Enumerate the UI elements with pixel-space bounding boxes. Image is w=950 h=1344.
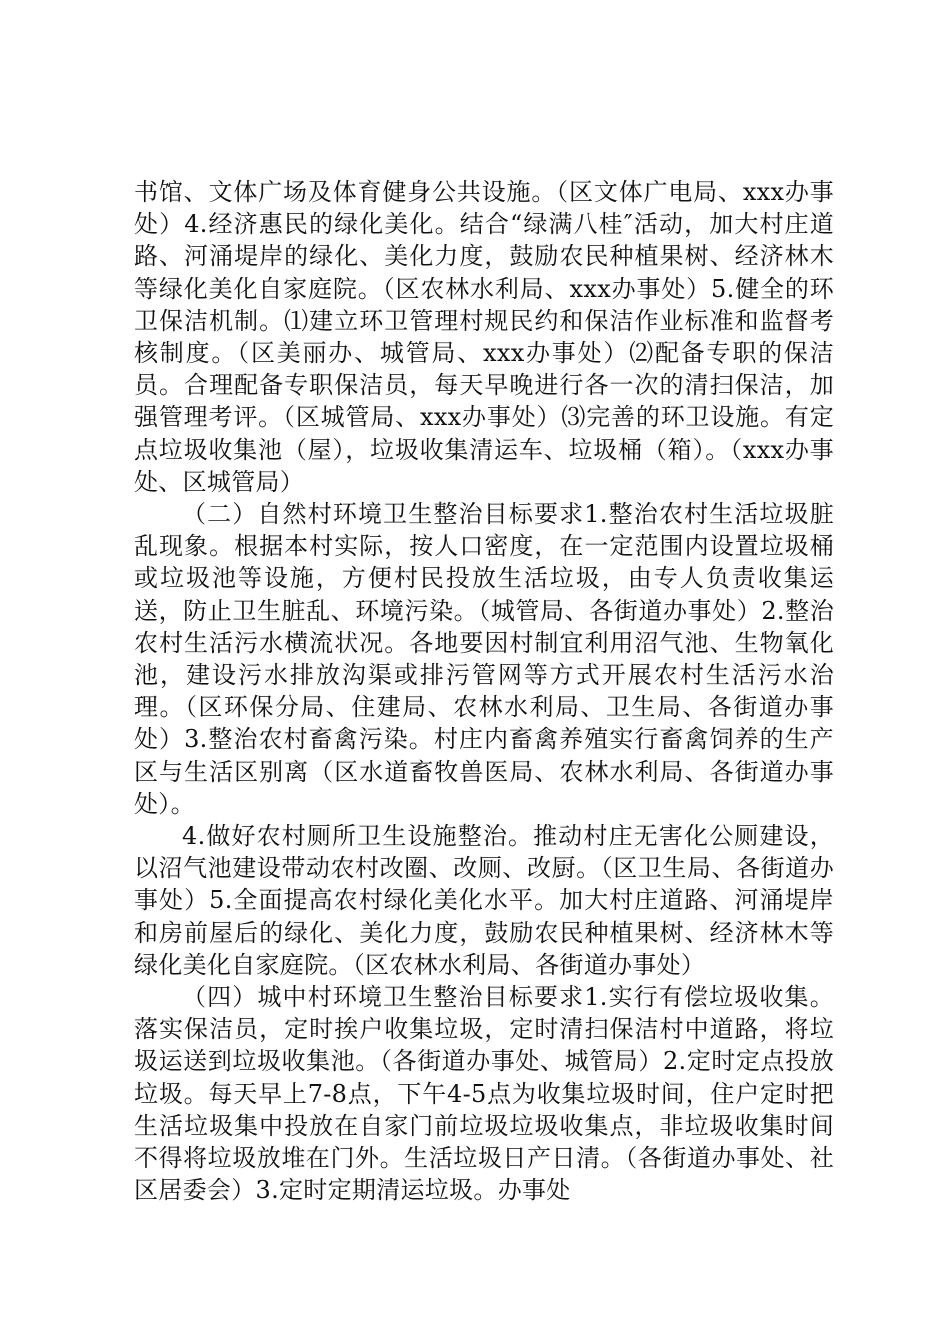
- paragraph-4: （四）城中村环境卫生整治目标要求1.实行有偿垃圾收集。落实保洁员，定时挨户收集垃圾，定时清扫保洁村中道路，将垃圾运送到垃圾收集池。（各街道办事处、城管局）2.定时定点投放垃圾。每天早上7-8点，下午4-5点为收集垃圾时间，住户定时把生活垃圾集中投放在自家门前垃圾垃圾收集点，非垃圾收集时间不得将垃圾放堆在门外。生活垃圾日产日清。（各街道办事处、社区居委会）3.定时定期清运垃圾。办事处: [134, 983, 834, 1205]
- paragraph-1: 书馆、文体广场及体育健身公共设施。（区文体广电局、xxx办事处）4.经济惠民的绿化美化。结合“绿满八桂″活动，加大村庄道路、河涌堤岸的绿化、美化力度，鼓励农民种植果树、经济林木等绿化美化自家庭院。（区农林水利局、xxx办事处）5.健全的环卫保洁机制。⑴建立环卫管理村规民约和保洁作业标准和监督考核制度。（区美丽办、城管局、xxx办事处）⑵配备专职的保洁员。合理配备专职保洁员，每天早晚进行各一次的清扫保洁，加强管理考评。（区城管局、xxx办事处）⑶完善的环卫设施。有定点垃圾收集池（屋），垃圾收集清运车、垃圾桶（箱）。（xxx办事处、区城管局）: [134, 178, 834, 496]
- paragraph-2: （二）自然村环境卫生整治目标要求1.整治农村生活垃圾脏乱现象。根据本村实际，按人口密度，在一定范围内设置垃圾桶或垃圾池等设施，方便村民投放生活垃圾，由专人负责收集运送，防止卫生脏乱、环境污染。（城管局、各街道办事处）2.整治农村生活污水横流状况。各地要因村制宜利用沼气池、生物氧化池，建设污水排放沟渠或排污管网等方式开展农村生活污水治理。（区环保分局、住建局、农林水利局、卫生局、各街道办事处）3.整治农村畜禽污染。村庄内畜禽养殖实行畜禽饲养的生产区与生活区别离（区水道畜牧兽医局、农林水利局、各街道办事处）。: [134, 500, 834, 818]
- document-body: [134, 176, 834, 1207]
- paragraph-3: 4.做好农村厕所卫生设施整治。推动村庄无害化公厕建设，以沼气池建设带动农村改圈、改厕、改厨。（区卫生局、各街道办事处）5.全面提高农村绿化美化水平。加大村庄道路、河涌堤岸和房前屋后的绿化、美化力度，鼓励农民种植果树、经济林木等绿化美化自家庭院。（区农林水利局、各街道办事处）: [134, 822, 834, 979]
